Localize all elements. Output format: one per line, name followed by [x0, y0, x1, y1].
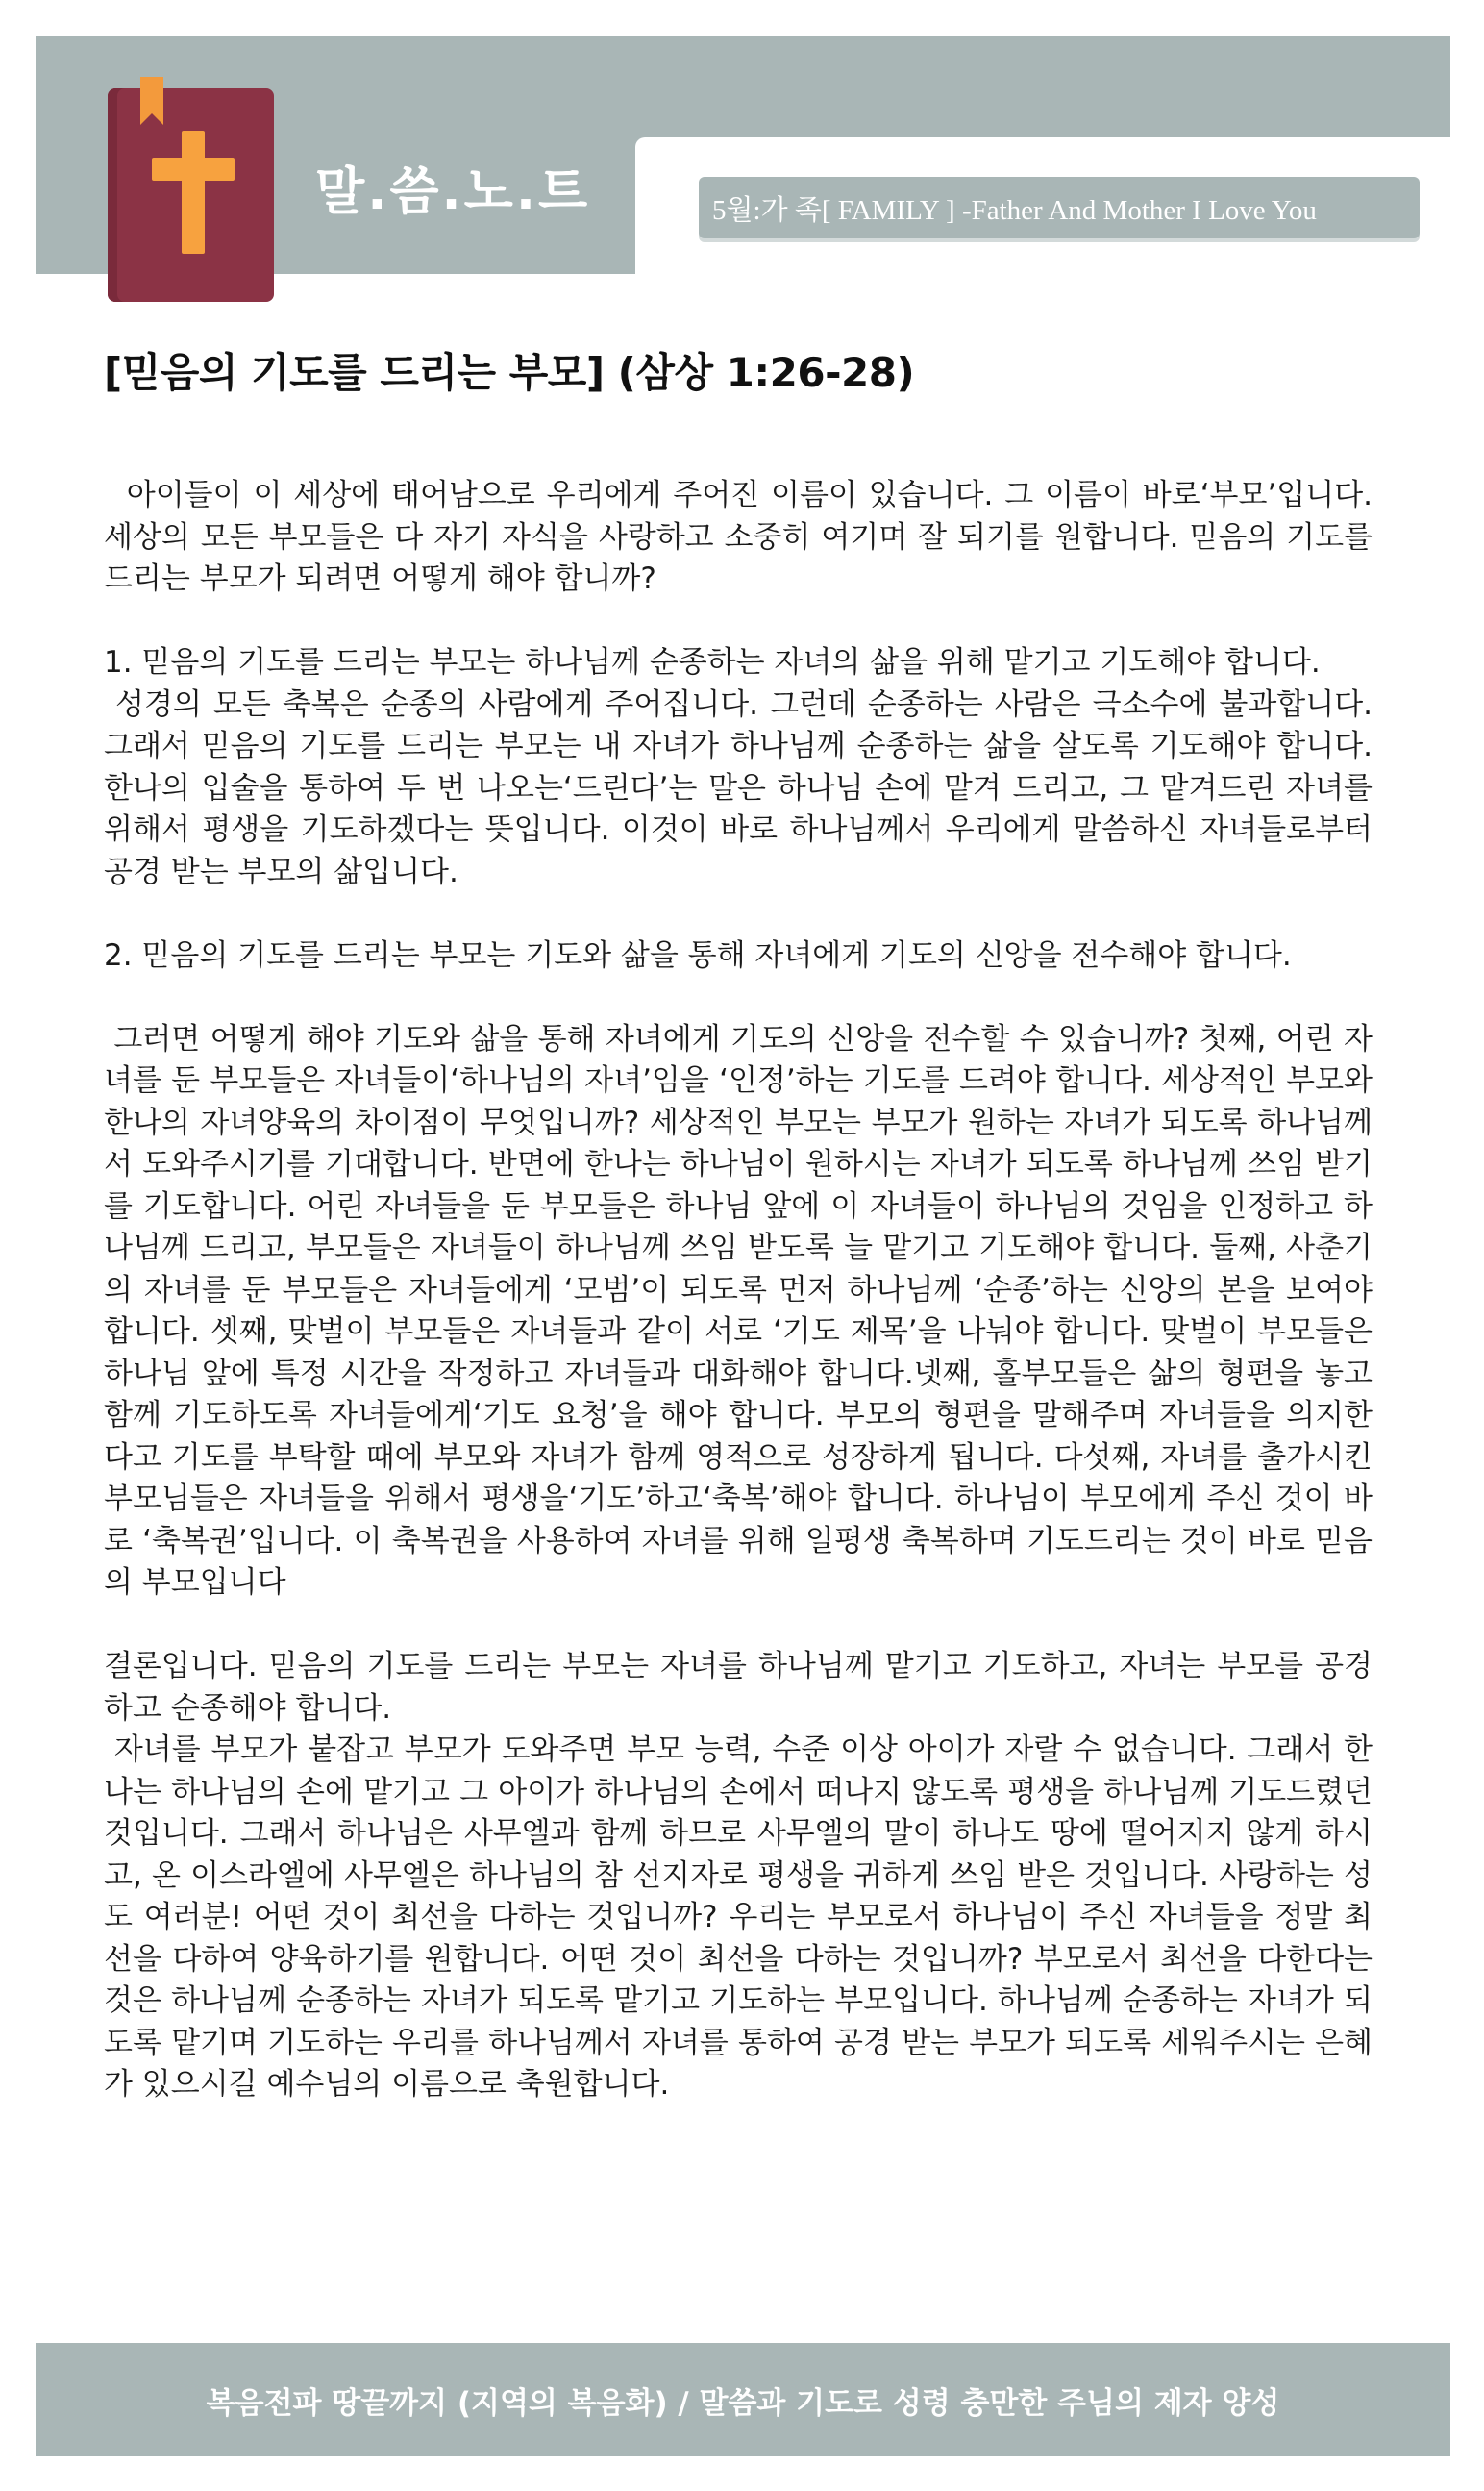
- cross-icon: [182, 131, 205, 254]
- conclusion-body: 자녀를 부모가 붙잡고 부모가 도와주면 부모 능력, 수준 이상 아이가 자랄 수 없습니다. 그래서 한나는 하나님의 손에 맡기고 그 아이가 하나님의 손에서 떠나지 않도록 평생을 하나님께 기도드렸던 것입니다. 그래서 하나님은 사무엘과 함께 하므로 사무엘의 말이 하나도 땅에 떨어지지 않게 하시고, 온 이스라엘에 사무엘은 하나님의 참 선지자로 평생을 귀하게 쓰임 받은 것입니다. 사랑하는 성도 여러분! 어떤 것이 최선을 다하는 것입니까? 우리는 부모로서 하나님이 주신 자녀들을 정말 최선을 다하여 양육하기를 원합니다. 어떤 것이 최선을 다하는 것입니까? 부모로서 최선을 다한다는 것은 하나님께 순종하는 자녀가 되도록 맡기고 기도하는 부모입니다. 하나님께 순종하는 자녀가 되도록 맡기며 기도하는 우리를 하나님께서 자녀를 통하여 공경 받는 부모가 되도록 세워주시는 은혜가 있으시길 예수님의 이름으로 축원합니다.: [104, 1732, 1382, 2102]
- month-theme-label: 5월:가 족[ FAMILY ] -Father And Mother I Love You: [699, 177, 1420, 238]
- cross-icon-bar: [152, 158, 235, 181]
- footer-motto: 복음전파 땅끝까지 (지역의 복음화) / 말씀과 기도로 성령 충만한 주님의 제자 양성: [206, 2385, 1280, 2421]
- paragraph-gap: [104, 601, 1373, 643]
- point-one-heading: 1. 믿음의 기도를 드리는 부모는 하나님께 순종하는 자녀의 삶을 위해 맡기고 기도해야 합니다.: [104, 645, 1321, 680]
- point-one-body: 성경의 모든 축복은 순종의 사람에게 주어집니다. 그런데 순종하는 사람은 극소수에 불과합니다. 그래서 믿음의 기도를 드리는 부모는 내 자녀가 하나님께 순종하는 삶을 살도록 기도해야 합니다. 한나의 입술을 통하여 두 번 나오는‘드린다’는 말은 하나님 손에 맡겨 드리고, 그 맡겨드린 자녀를 위해서 평생을 기도하겠다는 뜻입니다. 이것이 바로 하나님께서 우리에게 말씀하신 자녀들로부터 공경 받는 부모의 삶입니다.: [104, 686, 1382, 889]
- point-two-body: 그러면 어떻게 해야 기도와 삶을 통해 자녀에게 기도의 신앙을 전수할 수 있습니까? 첫째, 어린 자녀를 둔 부모들은 자녀들이‘하나님의 자녀’임을 ‘인정’하는 기도를 드려야 합니다. 세상적인 부모와 한나의 자녀양육의 차이점이 무엇입니까? 세상적인 부모는 부모가 원하는 자녀가 되도록 하나님께서 도와주시기를 기대합니다. 반면에 한나는 하나님이 원하시는 자녀가 되도록 하나님께 쓰임 받기를 기도합니다. 어린 자녀들을 둔 부모들은 하나님 앞에 이 자녀들이 하나님의 것임을 인정하고 하나님께 드리고, 부모들은 자녀들이 하나님께 쓰임 받도록 늘 맡기고 기도해야 합니다. 둘째, 사춘기의 자녀를 둔 부모들은 자녀들에게 ‘모범’이 되도록 먼저 하나님께 ‘순종’하는 신앙의 본을 보여야 합니다. 셋째, 맞벌이 부모들은 자녀들과 같이 서로 ‘기도 제목’을 나눠야 합니다. 맞벌이 부모들은 하나님 앞에 특정 시간을 작정하고 자녀들과 대화해야 합니다.넷째, 홀부모들은 삶의 형편을 놓고 함께 기도하도록 자녀들에게‘기도 요청’을 해야 합니다. 부모의 형편을 말해주며 자녀들을 의지한다고 기도를 부탁할 때에 부모와 자녀가 함께 영적으로 성장하게 됩니다. 다섯째, 자녀를 출가시킨 부모님들은 자녀들을 위해서 평생을‘기도’하고‘축복’해야 합니다. 하나님이 부모에게 주신 것이 바로 ‘축복권’입니다. 이 축복권을 사용하여 자녀를 위해 일평생 축복하며 기도드리는 것이 바로 믿음의 부모입니다: [104, 1021, 1382, 1600]
- footer-band: [36, 2343, 1450, 2456]
- conclusion-heading: 결론입니다. 믿음의 기도를 드리는 부모는 자녀를 하나님께 맡기고 기도하고, 자녀는 부모를 공경하고 순종해야 합니다.: [104, 1649, 1373, 1726]
- paragraph-gap: [104, 1605, 1373, 1647]
- sermon-title: [믿음의 기도를 드리는 부모] (삼상 1:26-28): [104, 349, 915, 396]
- intro-paragraph: 아이들이 이 세상에 태어남으로 우리에게 주어진 이름이 있습니다. 그 이름이 바로‘부모’입니다. 세상의 모든 부모들은 다 자기 자식을 사랑하고 소중히 여기며 잘 되기를 원합니다. 믿음의 기도를 드리는 부모가 되려면 어떻게 해야 합니까?: [104, 478, 1382, 596]
- logo-text: 말.씀.노.트: [315, 162, 591, 221]
- point-two-heading: 2. 믿음의 기도를 드리는 부모는 기도와 삶을 통해 자녀에게 기도의 신앙을 전수해야 합니다.: [104, 937, 1292, 973]
- sermon-body: [104, 475, 1382, 2106]
- paragraph-gap: [104, 893, 1373, 935]
- paragraph-gap: [104, 977, 1373, 1019]
